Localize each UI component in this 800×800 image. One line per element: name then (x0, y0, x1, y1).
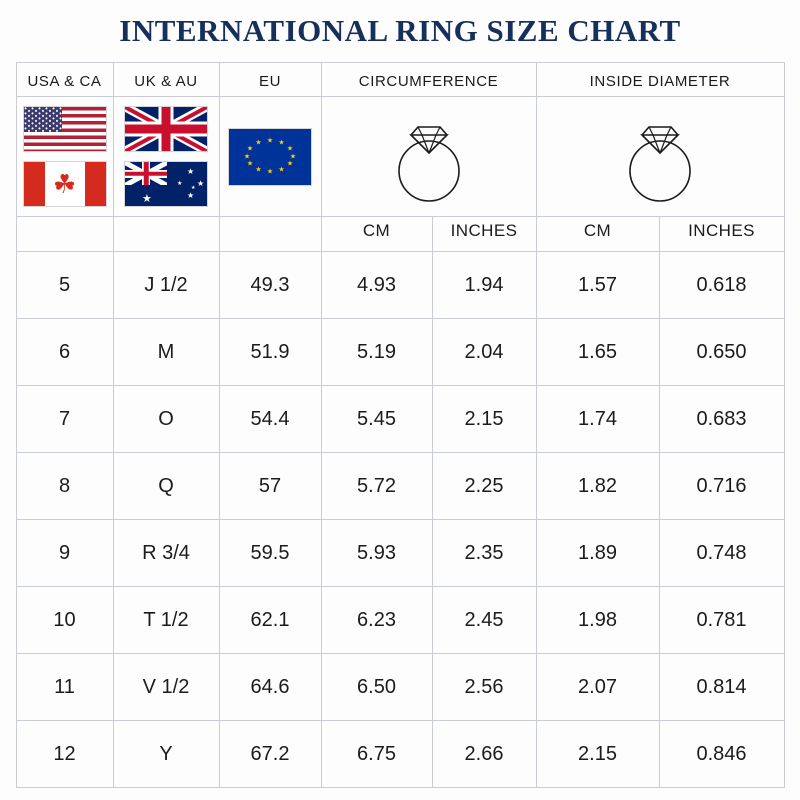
cell-eu: 64.6 (219, 654, 321, 721)
cell-dia-cm: 2.15 (536, 721, 659, 788)
title-bar (0, 0, 800, 62)
cell-circ-cm: 5.45 (321, 386, 432, 453)
cell-uk-au: Q (113, 453, 219, 520)
cell-usa-ca: 5 (16, 252, 113, 319)
maple-leaf-icon: ☘ (52, 169, 77, 199)
cell-uk-au: T 1/2 (113, 587, 219, 654)
cell-dia-in: 0.618 (659, 252, 784, 319)
cell-usa-ca: 6 (16, 319, 113, 386)
cell-uk-au: O (113, 386, 219, 453)
header-circumference-cm: CM (321, 217, 432, 252)
header-row-labels (16, 63, 784, 97)
cell-circ-in: 2.35 (432, 520, 536, 587)
cell-eu: 62.1 (219, 587, 321, 654)
cell-usa-ca: 9 (16, 520, 113, 587)
header-circumference: CIRCUMFERENCE (321, 63, 536, 97)
cell-dia-in: 0.716 (659, 453, 784, 520)
spacer-uk (113, 217, 219, 252)
table-row (16, 453, 784, 520)
cell-eu: 51.9 (219, 319, 321, 386)
cell-usa-ca: 12 (16, 721, 113, 788)
uk-au-flags-cell (113, 97, 219, 217)
header-eu: EU (219, 63, 321, 97)
header-row-graphics (16, 97, 784, 217)
cell-circ-cm: 5.19 (321, 319, 432, 386)
cell-circ-in: 1.94 (432, 252, 536, 319)
cell-circ-in: 2.25 (432, 453, 536, 520)
eu-flag-cell (219, 97, 321, 217)
cell-dia-in: 0.781 (659, 587, 784, 654)
cell-dia-in: 0.814 (659, 654, 784, 721)
ring-icon (377, 105, 481, 209)
cell-circ-in: 2.56 (432, 654, 536, 721)
cell-dia-in: 0.683 (659, 386, 784, 453)
cell-uk-au: Y (113, 721, 219, 788)
cell-usa-ca: 10 (16, 587, 113, 654)
table-row (16, 319, 784, 386)
table-row (16, 520, 784, 587)
cell-dia-in: 0.748 (659, 520, 784, 587)
table-body (16, 252, 784, 788)
cell-dia-cm: 1.57 (536, 252, 659, 319)
header-row-units (16, 217, 784, 252)
cell-eu: 57 (219, 453, 321, 520)
cell-eu: 54.4 (219, 386, 321, 453)
flag-uk-icon (124, 106, 208, 152)
table-row (16, 252, 784, 319)
cell-usa-ca: 7 (16, 386, 113, 453)
ring-size-table (16, 62, 785, 788)
table-row (16, 654, 784, 721)
cell-circ-cm: 6.50 (321, 654, 432, 721)
header-diameter-inches: INCHES (659, 217, 784, 252)
cell-circ-cm: 6.23 (321, 587, 432, 654)
spacer-usa (16, 217, 113, 252)
table-row (16, 386, 784, 453)
cell-circ-in: 2.04 (432, 319, 536, 386)
flag-canada-icon (23, 161, 107, 207)
cell-dia-cm: 1.82 (536, 453, 659, 520)
flag-australia-icon: ★ ★ ★ ★ ★ ★ (124, 161, 208, 207)
cell-uk-au: J 1/2 (113, 252, 219, 319)
cell-dia-cm: 1.65 (536, 319, 659, 386)
table-row (16, 721, 784, 788)
flag-eu-icon: ★ ★ ★ ★ ★ ★ ★ ★ ★ ★ ★ ★ (228, 128, 312, 186)
usa-ca-flags-cell (16, 97, 113, 217)
circumference-ring-cell (321, 97, 536, 217)
page-title: INTERNATIONAL RING SIZE CHART (119, 13, 681, 48)
header-circumference-inches: INCHES (432, 217, 536, 252)
cell-eu: 67.2 (219, 721, 321, 788)
cell-circ-cm: 5.93 (321, 520, 432, 587)
ring-icon (608, 105, 712, 209)
spacer-eu (219, 217, 321, 252)
cell-circ-cm: 5.72 (321, 453, 432, 520)
header-diameter-cm: CM (536, 217, 659, 252)
header-inside-diameter: INSIDE DIAMETER (536, 63, 784, 97)
diameter-ring-cell (536, 97, 784, 217)
table-row (16, 587, 784, 654)
cell-circ-in: 2.45 (432, 587, 536, 654)
flag-usa-icon (23, 106, 107, 152)
cell-circ-cm: 4.93 (321, 252, 432, 319)
cell-usa-ca: 8 (16, 453, 113, 520)
cell-uk-au: M (113, 319, 219, 386)
cell-dia-cm: 2.07 (536, 654, 659, 721)
header-usa-ca: USA & CA (16, 63, 113, 97)
cell-usa-ca: 11 (16, 654, 113, 721)
cell-eu: 59.5 (219, 520, 321, 587)
cell-dia-cm: 1.89 (536, 520, 659, 587)
cell-circ-cm: 6.75 (321, 721, 432, 788)
cell-uk-au: R 3/4 (113, 520, 219, 587)
cell-dia-in: 0.846 (659, 721, 784, 788)
header-uk-au: UK & AU (113, 63, 219, 97)
cell-circ-in: 2.66 (432, 721, 536, 788)
cell-circ-in: 2.15 (432, 386, 536, 453)
cell-eu: 49.3 (219, 252, 321, 319)
cell-uk-au: V 1/2 (113, 654, 219, 721)
cell-dia-cm: 1.74 (536, 386, 659, 453)
cell-dia-in: 0.650 (659, 319, 784, 386)
cell-dia-cm: 1.98 (536, 587, 659, 654)
